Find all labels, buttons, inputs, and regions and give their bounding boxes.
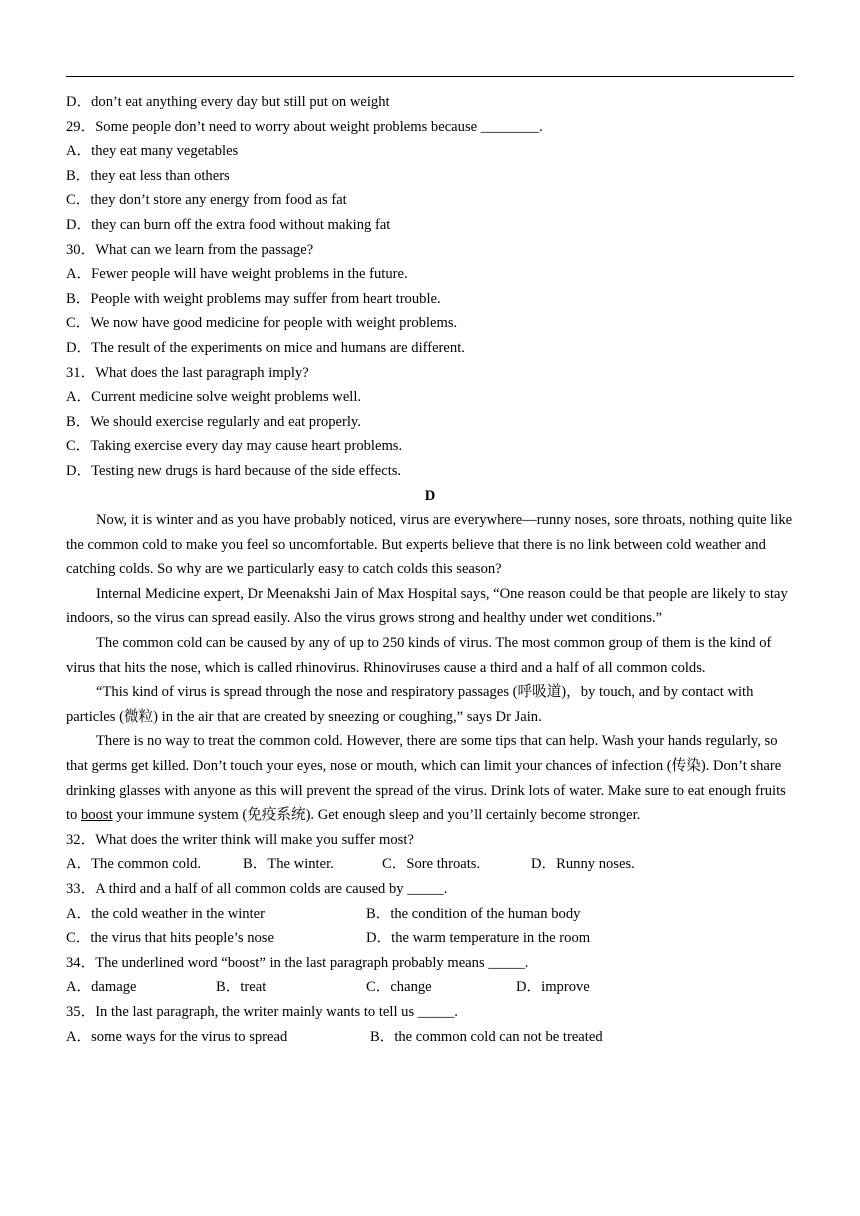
paragraph-2: Internal Medicine expert, Dr Meenakshi Jain of Max Hospital says, “One reason could be that people are likely to stay indoors, so the virus can spread easily. Also the virus grows strong and healthy under wet conditions.”	[66, 585, 788, 627]
option-34-d: D．improve	[516, 979, 590, 996]
option-34-c: C．change	[366, 979, 432, 996]
paragraph-4: “This kind of virus is spread through the nose and respiratory passages (呼吸道)，by touch, and by contact with particles (微粒) in the air that are created by sneezing or coughing,” says Dr Jain.	[66, 684, 754, 725]
option-31-a: A．Current medicine solve weight problems well.	[66, 389, 362, 406]
question-31: 31．What does the last paragraph imply?	[66, 364, 309, 381]
option-32-a: A．The common cold.	[66, 856, 201, 873]
header-rule	[66, 76, 794, 77]
paragraph-5	[66, 729, 794, 827]
section-title: D	[424, 487, 436, 504]
option-30-a: A．Fewer people will have weight problems in the future.	[66, 266, 408, 283]
option-32-d: D．Runny noses.	[531, 856, 635, 873]
option-34-b: B．treat	[216, 979, 267, 996]
option-30-b: B．People with weight problems may suffer from heart trouble.	[66, 290, 441, 307]
options-33-row-1	[66, 902, 794, 927]
option-30-d: D．The result of the experiments on mice and humans are different.	[66, 339, 465, 356]
option-35-b: B．the common cold can not be treated	[370, 1028, 603, 1045]
option-30-c: C．We now have good medicine for people with weight problems.	[66, 315, 458, 332]
question-33: 33．A third and a half of all common colds are caused by _____.	[66, 881, 448, 897]
question-30: 30．What can we learn from the passage?	[66, 241, 314, 258]
underlined-word-boost: boost	[81, 807, 113, 824]
options-35	[66, 1025, 794, 1050]
option-32-c: C．Sore throats.	[382, 856, 481, 873]
paragraph-5-text-before: There is no way to treat the common cold. However, there are some tips that can help. Wash your hands regularly, so that germs get killed. Don’t touch your eyes, nose or mouth, which can limit your chances of infection (传染). Don’t share drinking glasses with anyone as this will prevent the spread of the virus. Drink lots of water. Make sure to eat enough fruits to	[66, 733, 786, 824]
option-29-c: C．they don’t store any energy from food as fat	[66, 192, 347, 209]
options-33-row-2	[66, 926, 794, 951]
question-34: 34．The underlined word “boost” in the last paragraph probably means _____.	[66, 954, 529, 971]
option-32-b: B．The winter.	[243, 856, 334, 873]
option-31-c: C．Taking exercise every day may cause heart problems.	[66, 438, 403, 455]
option-31-b: B．We should exercise regularly and eat properly.	[66, 413, 361, 430]
option-29-b: B．they eat less than others	[66, 167, 230, 184]
option-33-b: B．the condition of the human body	[366, 905, 581, 922]
paragraph-1: Now, it is winter and as you have probably noticed, virus are everywhere—runny noses, sore throats, nothing quite like the common cold to make you feel so uncomfortable. But experts believe that there is no link between cold weather and catching colds. So why are we particularly easy to catch colds this season?	[66, 512, 793, 578]
document-body	[66, 90, 794, 1049]
question-32: 32．What does the writer think will make you suffer most?	[66, 831, 414, 848]
options-34	[66, 975, 794, 1000]
option-33-d: D．the warm temperature in the room	[366, 930, 591, 947]
option-33-c: C．the virus that hits people’s nose	[66, 930, 274, 947]
options-32	[66, 852, 794, 877]
option-31-d: D．Testing new drugs is hard because of the side effects.	[66, 462, 402, 479]
option-35-a: A．some ways for the virus to spread	[66, 1028, 288, 1045]
option-28-d: D．don’t eat anything every day but still put on weight	[66, 94, 390, 110]
question-35: 35．In the last paragraph, the writer mainly wants to tell us _____.	[66, 1003, 458, 1020]
question-29: 29．Some people don’t need to worry about weight problems because ________.	[66, 118, 543, 135]
option-33-a: A．the cold weather in the winter	[66, 905, 265, 922]
option-29-d: D．they can burn off the extra food without making fat	[66, 216, 391, 233]
option-34-a: A．damage	[66, 979, 137, 996]
paragraph-5-text-after: your immune system (免疫系统). Get enough sleep and you’ll certainly become stronger.	[112, 807, 641, 824]
paragraph-3: The common cold can be caused by any of up to 250 kinds of virus. The most common group of them is the kind of virus that hits the nose, which is called rhinovirus. Rhinoviruses cause a third and a half of all common colds.	[66, 635, 772, 676]
option-29-a: A．they eat many vegetables	[66, 143, 239, 160]
